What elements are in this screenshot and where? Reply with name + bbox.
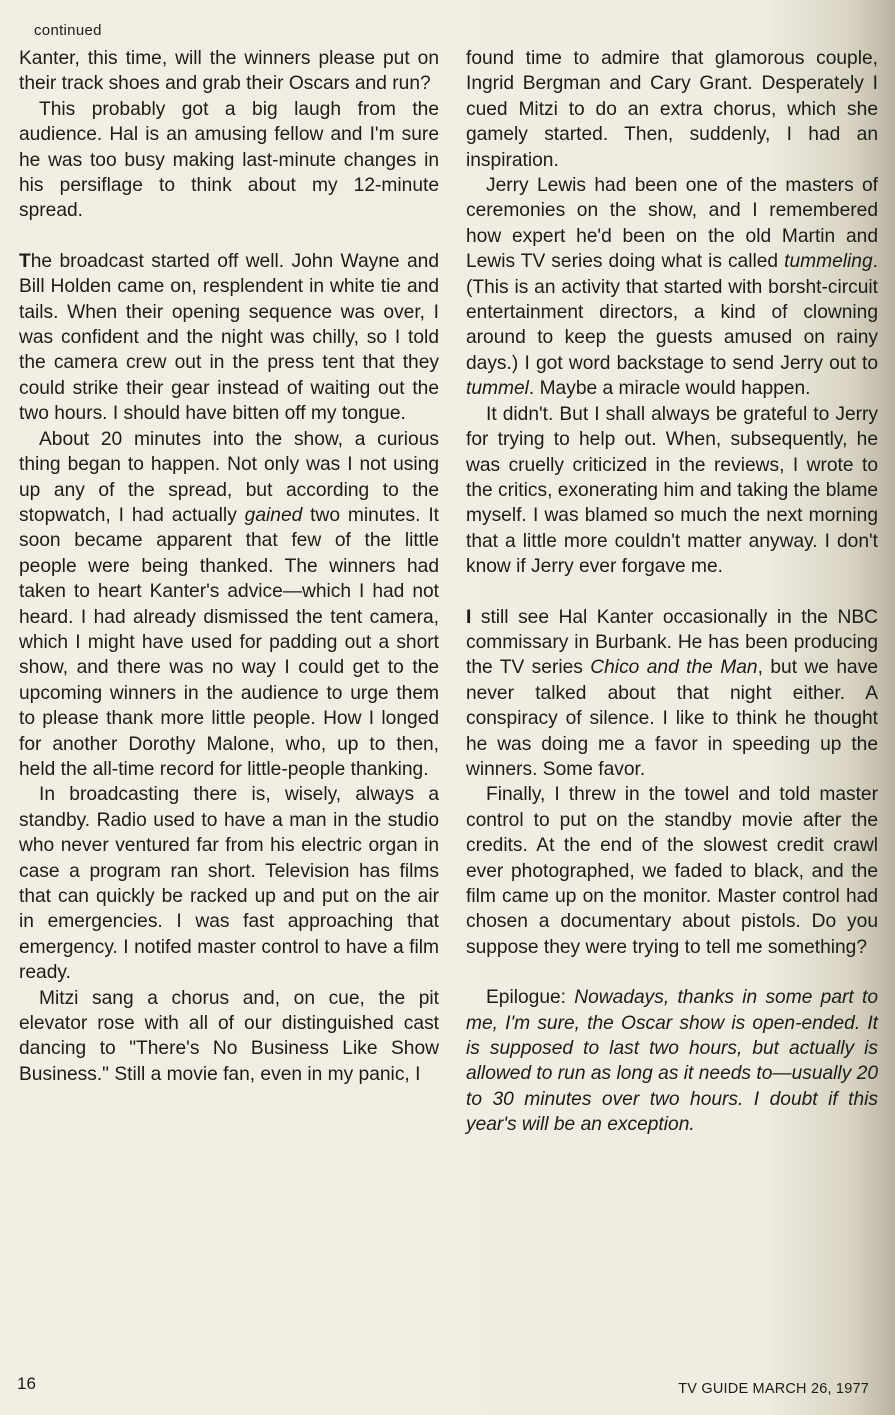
page-number: 16 xyxy=(17,1374,36,1393)
paragraph-text: two minutes. It soon became apparent that few of the little people were being thanked. The winners had taken to heart Kanter's advice—which I had not heard. I had already dismissed the tent camera, which I might have used for padding out a short show, and there was no way I could get to the upcoming winners in the audience to urge them to please thank more little people. How I longed for another Dorothy Malone, who, up to then, held the all-time record for little-people thanking. xyxy=(19,504,439,780)
paragraph: This probably got a big laugh from the audience. Hal is an amusing fellow and I'm sure he was too busy making last-minute changes in his persiflage to think about my 12-minute spread. xyxy=(19,98,439,222)
left-column xyxy=(19,46,439,1087)
paragraph: Finally, I threw in the towel and told master control to put on the standby movie after the credits. At the end of the slowest credit crawl ever photographed, we faded to black, and the film came up on the monitor. Master control had chosen a documentary about pistols. Do you suppose they were trying to tell me something? xyxy=(466,784,878,958)
paragraph-text: . (This is an activity that started with borsht-circuit entertainment directors, a kind of clowning around to keep the guests amused on rainy days.) I got word backstage to send Jerry out to xyxy=(466,251,878,374)
italic-text: tummel xyxy=(466,378,529,400)
continued-label: continued xyxy=(34,22,102,39)
italic-text: Chico and the Man xyxy=(590,657,758,679)
paragraph-text: . Maybe a miracle would happen. xyxy=(528,378,811,400)
section-initial: I xyxy=(466,606,472,628)
paragraph xyxy=(19,427,439,783)
paragraph-text: About 20 minutes into the show, a curious thing began to happen. Not only was I not using up any of the spread, but according to the stopwatch, I had actually xyxy=(19,428,439,526)
section-initial: T xyxy=(19,250,31,272)
paragraph-text: still see Hal Kanter occasionally in the NBC commissary in Burbank. He has been producing the TV series xyxy=(466,606,878,679)
italic-text: gained xyxy=(244,504,303,526)
publication-footer: TV GUIDE MARCH 26, 1977 xyxy=(678,1381,869,1397)
section-paragraph xyxy=(466,605,878,783)
paragraph-text: , but we have never talked about that night either. A conspiracy of silence. I like to think he thought he was doing me a favor in speeding up the winners. Some favor. xyxy=(466,657,878,780)
paragraph: Kanter, this time, will the winners please put on their track shoes and grab their Oscars and run? xyxy=(19,48,439,95)
paragraph xyxy=(466,173,878,402)
section-paragraph xyxy=(19,249,439,427)
paragraph: In broadcasting there is, wisely, always a standby. Radio used to have a man in the studio who never ventured far from his electric organ in case a program ran short. Television has films that can quickly be racked up and put on the air in emergencies. I was fast approaching that emergency. I notifed master control to have a film ready. xyxy=(19,784,439,984)
paragraph: It didn't. But I shall always be grateful to Jerry for trying to help out. When, subsequently, he was cruelly criticized in the reviews, I wrote to the critics, exonerating him and taking the blame myself. I was blamed so much the next morning that a little more couldn't matter anyway. I don't know if Jerry ever forgave me. xyxy=(466,403,878,578)
right-column xyxy=(466,46,878,1138)
italic-text: Nowadays, thanks in some part to me, I'm sure, the Oscar show is open-ended. It is supposed to last two hours, but actually is allowed to run as long as it needs to—usually 20 to 30 minutes over two hours. I doubt if this year's will be an exception. xyxy=(466,987,878,1136)
italic-text: tummeling xyxy=(784,251,873,273)
paragraph-text: Jerry Lewis had been one of the masters of ceremonies on the show, and I remembered how expert he'd been on the old Martin and Lewis TV series doing what is called xyxy=(466,175,878,273)
paragraph-text: he broadcast started off well. John Wayne and Bill Holden came on, resplendent in white tie and tails. When their opening sequence was over, I was confident and the night was chilly, so I told the camera crew out in the press tent that they could strike their gear instead of waiting out the two hours. I should have bitten off my tongue. xyxy=(19,250,439,425)
paragraph: found time to admire that glamorous couple, Ingrid Bergman and Cary Grant. Desperately I cued Mitzi to do an extra chorus, which she gamely started. Then, suddenly, I had an inspiration. xyxy=(466,48,878,171)
epilogue-paragraph xyxy=(466,985,878,1137)
paragraph: Mitzi sang a chorus and, on cue, the pit elevator rose with all of our distinguished cast dancing to "There's No Business Like Show Business." Still a movie fan, even in my panic, I xyxy=(19,987,439,1085)
epilogue-label: Epilogue: xyxy=(486,987,575,1009)
